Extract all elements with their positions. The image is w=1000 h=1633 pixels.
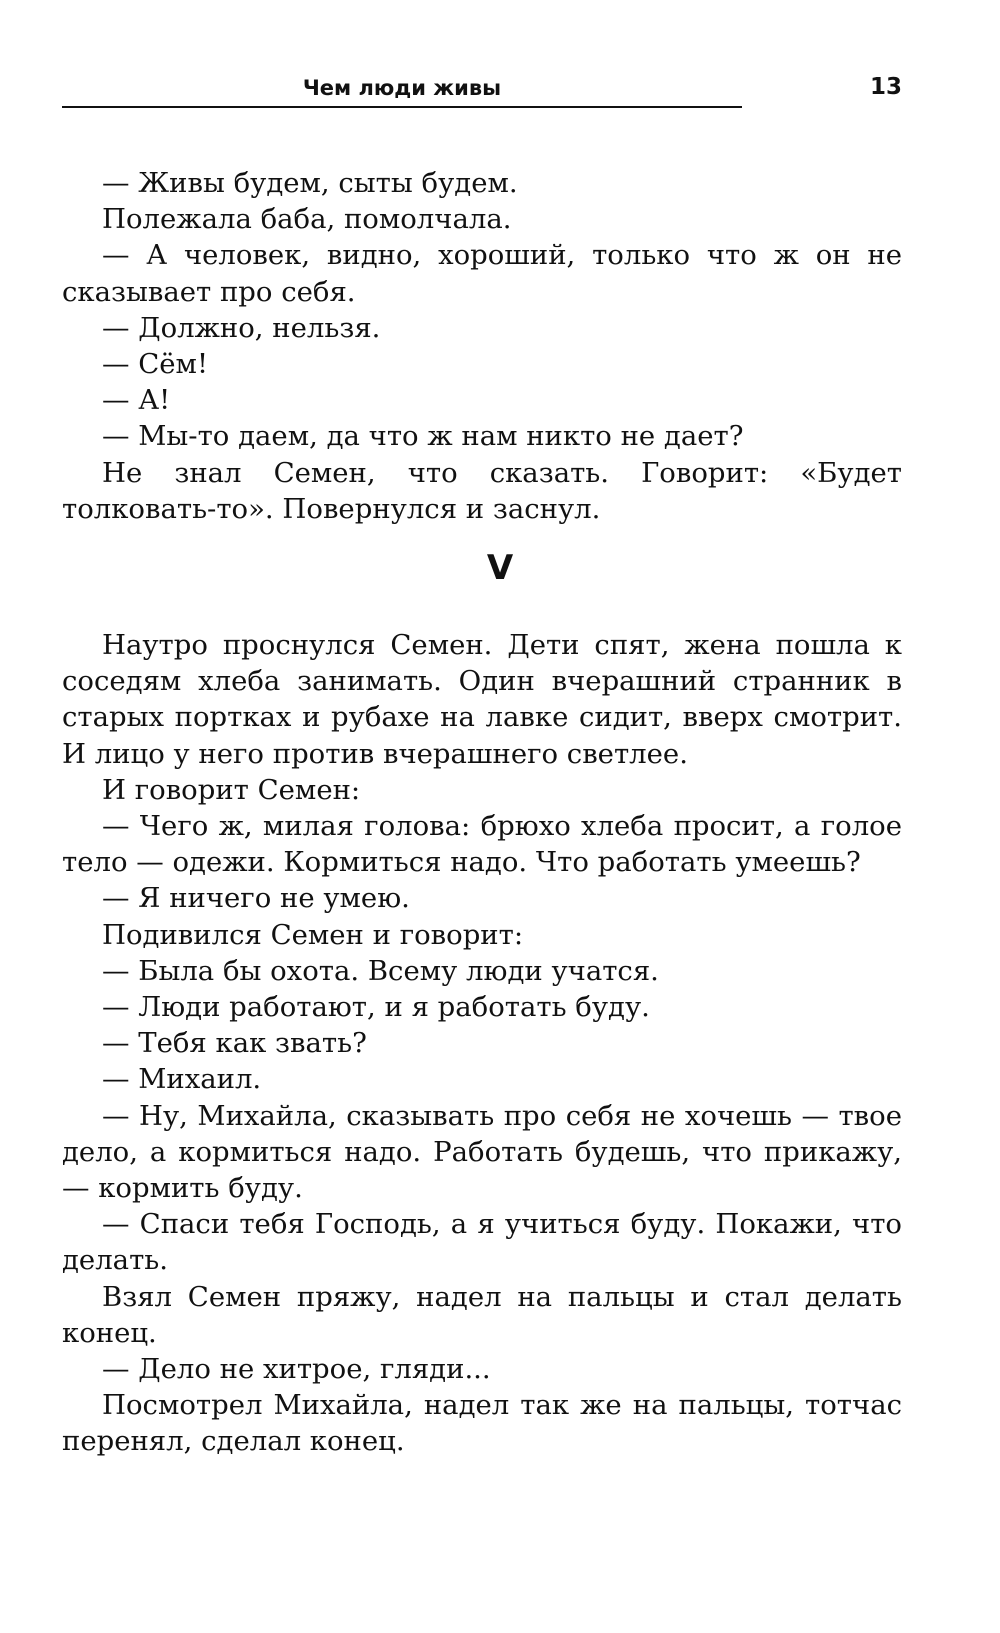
header-rule [62,106,742,108]
paragraph: — Михаил. [102,1063,262,1096]
paragraph: И говорит Семен: [102,773,361,806]
paragraph: Наутро проснулся Семен. Дети спят, жена пошла к соседям хлеба занимать. Один вчерашний странник в старых портках и рубахе на лавке сидит, вверх смотрит. И лицо у него против вчерашнего светлее. [62,629,902,770]
paragraph: — Я ничего не умею. [102,882,410,915]
paragraph: Полежала баба, помолчала. [102,203,512,236]
paragraph: — Ну, Михайла, сказывать про себя не хочешь — твое дело, а кормиться надо. Работать будешь, что прикажу, — кормить буду. [62,1099,902,1205]
paragraph: — А! [102,384,171,417]
paragraph: — Мы-то даем, да что ж нам никто не дает? [102,420,744,453]
paragraph: — Должно, нельзя. [102,311,381,344]
text-block-chapter-five [62,627,902,1460]
paragraph: — А человек, видно, хороший, только что ж он не сказывает про себя. [62,239,902,308]
paragraph: Подивился Семен и говорит: [102,918,524,951]
paragraph: — Тебя как звать? [102,1027,367,1060]
chapter-heading: V [486,548,514,588]
running-header [62,74,902,114]
paragraph: — Чего ж, милая голова: брюхо хлеба просит, а голое тело — одежи. Кормиться надо. Что работать умеешь? [62,810,902,879]
text-block-before-chapter [62,165,902,527]
paragraph: — Дело не хитрое, гляди... [102,1353,491,1386]
paragraph: — Спаси тебя Господь, а я учиться буду. Покажи, что делать. [62,1208,902,1277]
running-title: Чем люди живы [302,76,502,100]
paragraph: — Была бы охота. Всему люди учатся. [102,954,659,987]
paragraph: Посмотрел Михайла, надел так же на пальцы, тотчас перенял, сделал конец. [62,1389,902,1458]
paragraph: Не знал Семен, что сказать. Говорит: «Будет толковать-то». Повернулся и заснул. [62,456,902,525]
paragraph: — Люди работают, и я работать буду. [102,991,650,1024]
paragraph: — Сём! [102,348,208,381]
paragraph: Взял Семен пряжу, надел на пальцы и стал делать конец. [62,1280,902,1349]
paragraph: — Живы будем, сыты будем. [102,167,518,199]
page-number: 13 [869,74,902,100]
